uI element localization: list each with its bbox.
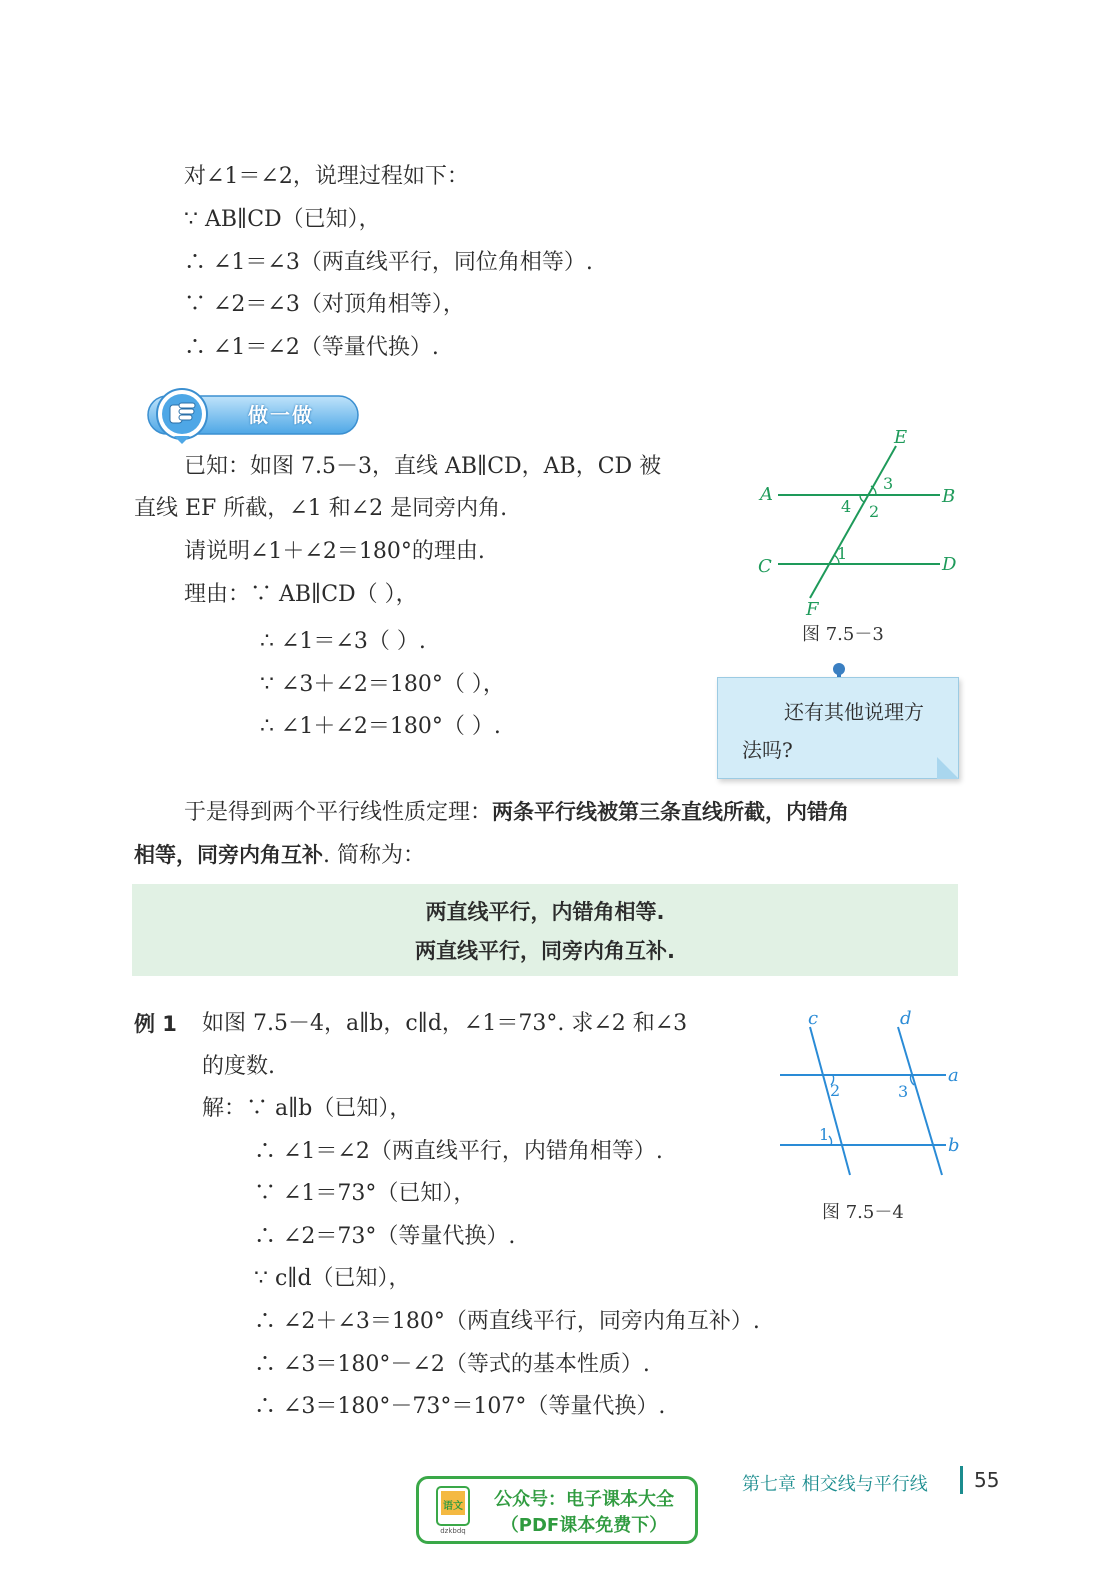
solution-step: ∵ c∥d（已知），	[254, 1266, 411, 1291]
theorem-box-line: 两直线平行，内错角相等.	[425, 900, 665, 924]
theorem-box-line: 两直线平行，同旁内角互补.	[415, 939, 675, 963]
solution-step: ∴ ∠3＝180°－∠2（等式的基本性质）.	[254, 1352, 650, 1377]
label-d: d	[900, 1008, 912, 1029]
watermark-line-1: 公众号：电子课本大全	[494, 1489, 674, 1510]
angle-2: 2	[869, 502, 880, 521]
task-line: 已知：如图 7.5－3，直线 AB∥CD，AB，CD 被	[184, 454, 662, 479]
book-icon-sub: dzkbdq	[440, 1527, 466, 1535]
example-line: 的度数.	[202, 1054, 275, 1079]
theorem-line-1	[184, 797, 849, 828]
reason-line: ∴ ∠1＝∠3（ ）.	[260, 629, 426, 654]
note-page-curl	[937, 757, 959, 779]
page-number: 55	[974, 1468, 1000, 1492]
figure-caption: 图 7.5－3	[802, 624, 884, 645]
angle-2: 2	[830, 1081, 841, 1100]
theorem-bold: 两条平行线被第三条直线所截，内错角	[492, 800, 850, 824]
task-line: 直线 EF 所截，∠1 和∠2 是同旁内角.	[134, 496, 508, 521]
example-label: 例 1	[134, 1012, 177, 1036]
theorem-normal: . 简称为：	[323, 843, 425, 868]
label-b: B	[942, 486, 956, 507]
note-line: 法吗?	[742, 738, 793, 762]
solution-step: ∴ ∠2＝73°（等量代换）.	[254, 1224, 516, 1249]
task-line: 请说明∠1＋∠2＝180°的理由.	[184, 539, 485, 564]
angle-3: 3	[898, 1082, 909, 1101]
line-d	[898, 1027, 942, 1175]
label-c: C	[758, 556, 772, 577]
example-line: 如图 7.5－4，a∥b，c∥d，∠1＝73°. 求∠2 和∠3	[202, 1011, 688, 1036]
intro-line: ∵ ∠2＝∠3（对顶角相等），	[184, 292, 465, 317]
angle-3: 3	[883, 474, 894, 493]
solution-step: ∴ ∠2＋∠3＝180°（两直线平行，同旁内角互补）.	[254, 1309, 760, 1334]
solution-step: 解：∵ a∥b（已知），	[202, 1096, 412, 1121]
theorem-bold: 相等，同旁内角互补	[134, 843, 323, 867]
intro-line: 对∠1＝∠2，说理过程如下：	[184, 164, 469, 189]
theorem-box	[132, 884, 958, 976]
label-d: D	[942, 554, 957, 575]
figure-caption: 图 7.5－4	[822, 1202, 904, 1223]
note-card	[717, 677, 959, 779]
angle-1: 1	[819, 1125, 830, 1144]
intro-line: ∵ AB∥CD（已知），	[184, 207, 381, 232]
figure-7-5-3	[750, 420, 970, 620]
hand-icon	[170, 403, 195, 423]
label-c: c	[808, 1008, 819, 1029]
figure-7-5-4	[770, 1005, 970, 1185]
intro-line: ∴ ∠1＝∠2（等量代换）.	[184, 335, 439, 360]
label-b: b	[948, 1135, 960, 1156]
angle-4: 4	[841, 497, 852, 516]
reason-line: 理由：∵ AB∥CD（ ），	[184, 582, 418, 607]
footer-divider	[960, 1466, 963, 1494]
reason-line: ∵ ∠3＋∠2＝180°（ ），	[260, 672, 505, 697]
line-ef	[810, 446, 896, 598]
label-e: E	[894, 427, 908, 448]
label-f: F	[806, 599, 819, 620]
theorem-line-2	[134, 840, 425, 871]
watermark-line-2: （PDF课本免费下）	[500, 1515, 668, 1536]
intro-line: ∴ ∠1＝∠3（两直线平行，同位角相等）.	[184, 250, 593, 275]
activity-label: 做一做	[248, 403, 314, 427]
solution-step: ∴ ∠3＝180°－73°＝107°（等量代换）.	[254, 1394, 666, 1419]
watermark-badge	[416, 1476, 698, 1544]
chapter-title: 第七章 相交线与平行线	[742, 1474, 928, 1495]
angle-1: 1	[837, 544, 848, 563]
label-a: A	[760, 484, 773, 505]
reason-line: ∴ ∠1＋∠2＝180°（ ）.	[260, 714, 501, 739]
line-c	[810, 1027, 850, 1175]
note-line: 还有其他说理方	[784, 700, 924, 724]
solution-step: ∵ ∠1＝73°（已知），	[254, 1181, 476, 1206]
label-a: a	[948, 1065, 959, 1086]
book-icon-text: 语文	[443, 1501, 463, 1512]
theorem-normal: 于是得到两个平行线性质定理：	[184, 800, 493, 825]
solution-step: ∴ ∠1＝∠2（两直线平行，内错角相等）.	[254, 1139, 663, 1164]
book-icon	[431, 1485, 475, 1535]
